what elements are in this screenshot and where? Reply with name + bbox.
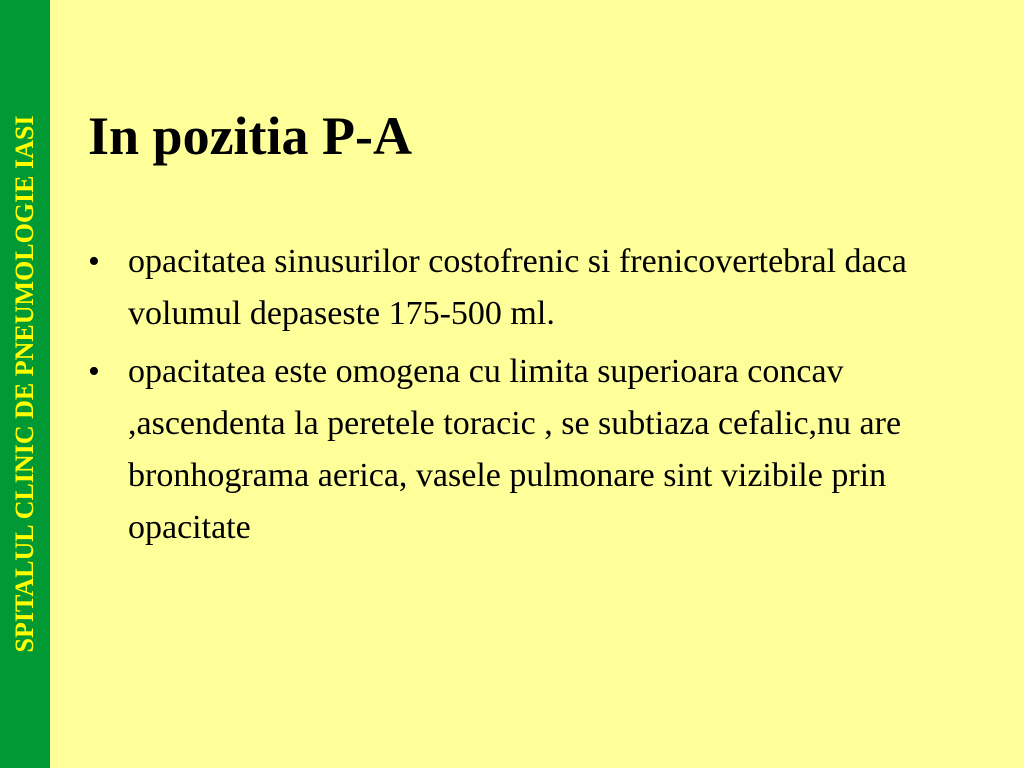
hospital-name-vertical: SPITALUL CLINIC DE PNEUMOLOGIE IASI <box>10 115 39 653</box>
bullet-item <box>88 236 948 340</box>
bullet-list <box>88 236 948 560</box>
bullet-text: opacitatea este omogena cu limita superioara concav ,ascendenta la peretele toracic , se subtiaza cefalic,nu are bronhograma aerica, vasele pulmonare sint vizibile prin opacitate <box>128 353 902 546</box>
slide-title: In pozitia P-A <box>88 106 412 166</box>
bullet-item <box>88 346 948 554</box>
sidebar-band <box>0 0 50 768</box>
bullet-icon: • <box>88 243 100 280</box>
bullet-text: opacitatea sinusurilor costofrenic si frenicovertebral daca volumul depaseste 175-500 ml. <box>128 243 907 332</box>
bullet-icon: • <box>88 353 100 390</box>
